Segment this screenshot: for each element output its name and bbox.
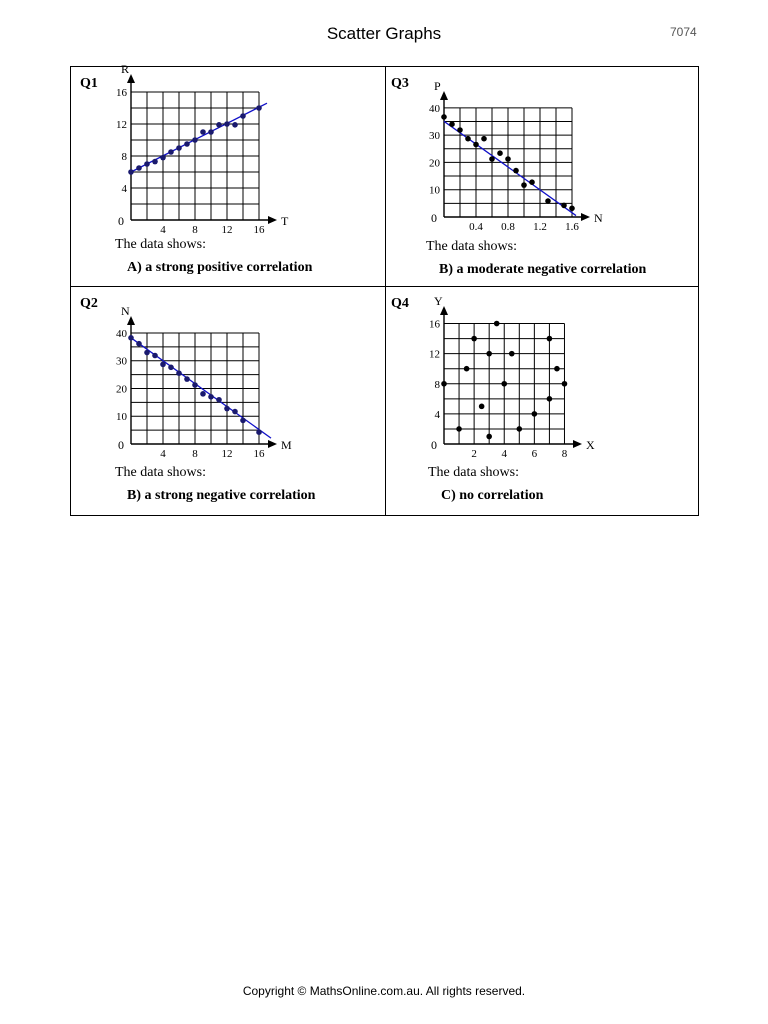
- x-axis-label: X: [586, 438, 595, 452]
- y-tick-label: 16: [429, 318, 440, 331]
- data-point: [449, 121, 455, 127]
- data-point: [200, 129, 206, 135]
- data-point: [232, 409, 238, 415]
- question-label: Q1: [80, 76, 98, 91]
- panel-q2: [71, 287, 385, 506]
- y-tick-label: 40: [429, 102, 440, 115]
- x-tick-label: 4: [160, 224, 166, 236]
- x-axis-arrow-icon: [581, 213, 590, 221]
- x-tick-label: 6: [531, 448, 538, 460]
- data-point: [465, 136, 471, 142]
- data-point: [240, 113, 246, 119]
- data-point: [200, 391, 206, 397]
- worksheet-code: 7074: [670, 25, 697, 39]
- data-point: [494, 321, 500, 327]
- data-point: [529, 179, 535, 185]
- data-shows-label: The data shows:: [115, 237, 206, 252]
- x-axis-arrow-icon: [573, 440, 582, 448]
- data-point: [489, 156, 495, 162]
- data-point: [545, 198, 551, 204]
- question-label: Q4: [391, 296, 409, 311]
- data-point: [516, 426, 522, 432]
- data-point: [176, 145, 182, 151]
- question-label: Q3: [391, 76, 409, 91]
- data-point: [168, 365, 174, 371]
- x-tick-label: 12: [221, 224, 233, 236]
- answer-text: B) a moderate negative correlation: [439, 262, 647, 277]
- data-point: [128, 169, 134, 175]
- data-point: [224, 121, 230, 127]
- data-shows-label: The data shows:: [428, 465, 519, 480]
- x-tick-label: 0.8: [501, 221, 515, 233]
- data-point: [473, 142, 479, 148]
- y-tick-label: 40: [116, 327, 127, 340]
- data-point: [128, 335, 134, 341]
- data-point: [479, 404, 485, 410]
- panel-q4: [386, 287, 700, 506]
- data-shows-label: The data shows:: [115, 465, 206, 480]
- data-point: [547, 336, 553, 342]
- origin-label: 0: [118, 438, 124, 452]
- x-axis-arrow-icon: [268, 216, 277, 224]
- data-point: [505, 156, 511, 162]
- data-point: [547, 396, 553, 402]
- x-tick-label: 8: [192, 448, 198, 460]
- y-tick-label: 20: [116, 383, 127, 396]
- data-point: [184, 376, 190, 382]
- data-point: [481, 136, 487, 142]
- data-point: [486, 434, 492, 440]
- data-point: [501, 381, 507, 387]
- y-tick-label: 20: [429, 157, 440, 170]
- question-label: Q2: [80, 296, 98, 311]
- x-tick-label: 1.6: [565, 221, 579, 233]
- y-axis-label: R: [121, 62, 130, 76]
- data-point: [464, 366, 470, 372]
- data-point: [144, 161, 150, 167]
- y-axis-label: Y: [434, 294, 443, 308]
- data-shows-label: The data shows:: [426, 239, 517, 254]
- x-axis-label: M: [281, 438, 292, 452]
- data-point: [497, 150, 503, 156]
- x-axis-label: N: [594, 211, 603, 225]
- data-point: [457, 127, 463, 133]
- copyright-footer: Copyright © MathsOnline.com.au. All rights reserved.: [242, 984, 526, 998]
- x-tick-label: 16: [253, 224, 265, 236]
- y-tick-label: 12: [429, 348, 440, 361]
- x-tick-label: 12: [221, 448, 233, 460]
- y-axis-label: N: [121, 304, 130, 318]
- trend-line: [131, 338, 271, 438]
- y-tick-label: 10: [429, 184, 440, 197]
- origin-label: 0: [431, 211, 437, 225]
- page-title: Scatter Graphs: [326, 24, 442, 43]
- x-tick-label: 16: [253, 448, 265, 460]
- data-point: [486, 351, 492, 357]
- x-tick-label: 2: [471, 448, 477, 460]
- y-tick-label: 30: [116, 355, 127, 368]
- scatter-plot-q1: [71, 62, 385, 286]
- answer-text: A) a strong positive correlation: [127, 260, 313, 275]
- data-point: [192, 137, 198, 143]
- origin-label: 0: [431, 438, 437, 452]
- x-tick-label: 4: [160, 448, 166, 460]
- answer-text: B) a strong negative correlation: [127, 488, 316, 503]
- y-tick-label: 10: [116, 411, 127, 424]
- x-axis-label: T: [281, 214, 289, 228]
- data-point: [184, 141, 190, 147]
- y-tick-label: 4: [434, 408, 440, 421]
- data-point: [521, 182, 527, 188]
- data-point: [224, 406, 230, 412]
- data-point: [441, 114, 447, 120]
- data-point: [160, 362, 166, 368]
- data-point: [216, 397, 222, 403]
- data-point: [160, 155, 166, 161]
- origin-label: 0: [118, 214, 124, 228]
- x-axis-arrow-icon: [268, 440, 277, 448]
- data-point: [509, 351, 515, 357]
- data-point: [471, 336, 477, 342]
- trend-line: [131, 103, 267, 172]
- data-point: [152, 159, 158, 165]
- answer-text: C) no correlation: [441, 488, 544, 503]
- questions-grid: [70, 62, 699, 516]
- data-point: [554, 366, 560, 372]
- data-point: [176, 370, 182, 376]
- data-point: [240, 418, 246, 424]
- data-point: [216, 122, 222, 128]
- panel-q1: [71, 62, 385, 286]
- y-tick-label: 30: [429, 130, 440, 143]
- data-point: [208, 394, 214, 400]
- y-tick-label: 12: [116, 119, 127, 131]
- data-point: [152, 353, 158, 359]
- data-point: [256, 429, 262, 435]
- data-point: [192, 382, 198, 388]
- y-axis-label: P: [434, 79, 441, 93]
- data-point: [144, 350, 150, 356]
- data-point: [256, 105, 262, 111]
- y-tick-label: 8: [121, 151, 127, 163]
- x-tick-label: 8: [561, 448, 568, 460]
- data-point: [208, 129, 214, 135]
- x-tick-label: 8: [192, 224, 198, 236]
- data-point: [136, 165, 142, 171]
- y-axis-arrow-icon: [440, 91, 448, 100]
- data-point: [168, 149, 174, 155]
- data-point: [562, 381, 568, 387]
- y-tick-label: 8: [434, 378, 440, 391]
- data-point: [561, 203, 567, 209]
- data-point: [569, 206, 575, 212]
- x-tick-label: 4: [501, 448, 507, 460]
- y-tick-label: 4: [121, 183, 127, 195]
- data-point: [232, 122, 238, 128]
- data-point: [513, 168, 519, 174]
- x-tick-label: 1.2: [533, 221, 547, 233]
- data-point: [532, 411, 538, 417]
- y-tick-label: 16: [116, 87, 127, 99]
- data-point: [136, 341, 142, 347]
- data-point: [456, 426, 462, 432]
- data-point: [441, 381, 447, 387]
- x-tick-label: 0.4: [469, 221, 483, 233]
- panel-q3: [386, 67, 700, 286]
